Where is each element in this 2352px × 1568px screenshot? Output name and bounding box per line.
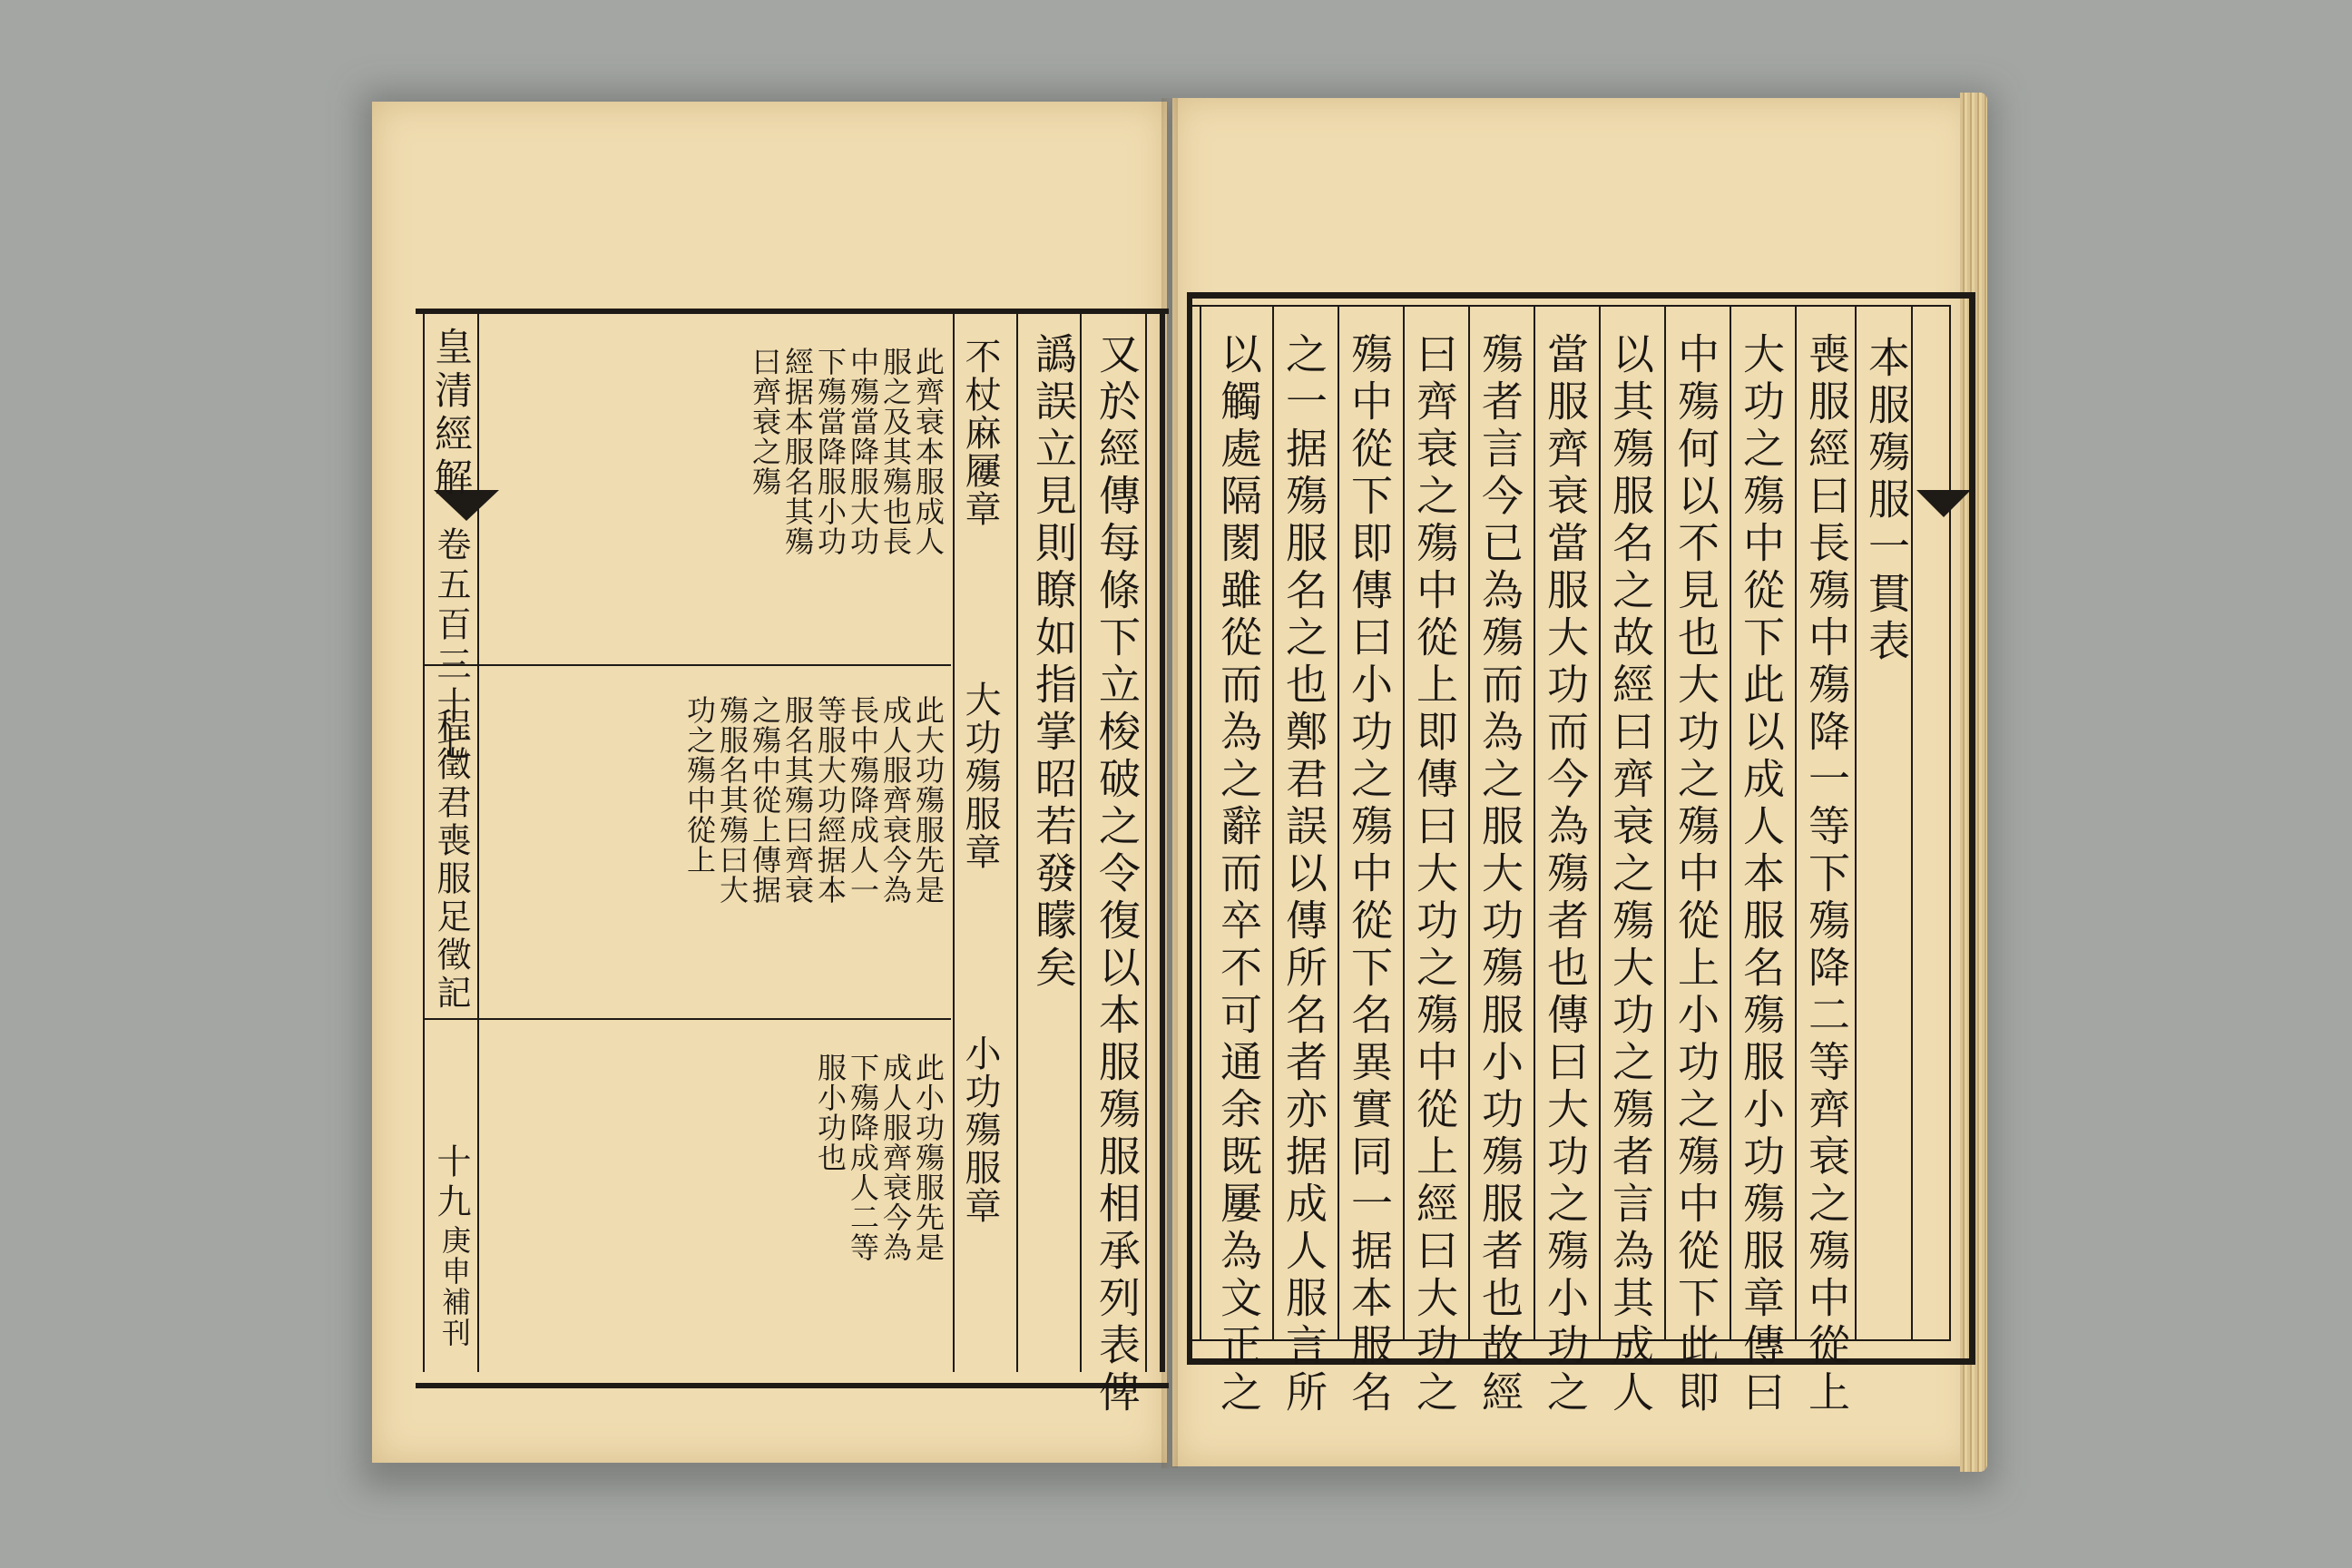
table-title: 本服殤服一貫表 [1862, 336, 1911, 666]
section-2-note-3: 長中殤降成人一 [846, 695, 880, 905]
left-section-rule-2 [423, 1018, 951, 1020]
right-spine-rule [1911, 305, 1913, 1339]
text-column-2: 大功之殤中從下此以成人本服名殤服小功殤服章傳曰 [1737, 332, 1786, 1417]
text-column-8: 殤中從下即傳曰小功之殤中從下名異實同一据本服名 [1345, 332, 1394, 1417]
left-section-rule-1 [423, 664, 951, 666]
section-3-note-4: 服小功也 [813, 1053, 848, 1172]
left-table-rule [953, 314, 955, 1372]
spine-volume: 卷五百三十七 [431, 526, 471, 766]
section-heading-2: 大功殤服章 [959, 681, 1001, 871]
preface-column-1: 又於經傳每條下立梭破之令復以本服殤服相承列表俾 [1093, 332, 1142, 1417]
section-2-note-4: 等服大功經据本 [813, 695, 848, 905]
section-3-note-1: 此小功殤服先是 [911, 1053, 946, 1262]
right-col-rule-4 [1468, 305, 1470, 1339]
right-col-rule-9 [1795, 305, 1797, 1339]
section-1-note-6: 曰齊衰之殤 [748, 347, 782, 496]
section-2-note-2: 成人服齊衰今為 [878, 695, 913, 905]
left-col-rule-2 [1016, 314, 1018, 1372]
text-column-1: 喪服經曰長殤中殤降一等下殤降二等齊衰之殤中從上 [1802, 332, 1851, 1417]
text-column-3: 中殤何以不見也大功之殤中從上小功之殤中從下此即 [1671, 332, 1720, 1417]
section-1-note-2: 服之及其殤也長 [878, 347, 913, 556]
section-2-note-5: 服名其殤曰齊衰 [780, 695, 815, 905]
text-column-6: 殤者言今已為殤而為之服大功殤服小功殤服者也故經 [1475, 332, 1524, 1417]
right-col-rule-3 [1403, 305, 1405, 1339]
left-margin-rule [423, 314, 425, 1372]
spine-work: 程徵君喪服足徵記 [431, 708, 471, 1013]
section-2-note-1: 此大功殤服先是 [911, 695, 946, 905]
text-column-7: 曰齊衰之殤中從上即傳曰大功之殤中從上經曰大功之 [1410, 332, 1459, 1417]
text-column-9: 之一据殤服名之也鄭君誤以傳所名者亦据成人服言所 [1279, 332, 1328, 1417]
section-2-note-7: 殤服名其殤曰大 [715, 695, 750, 905]
section-heading-3: 小功殤服章 [959, 1034, 1001, 1225]
spine-folio: 十九 [431, 1143, 471, 1223]
fishtail-mark-right [1916, 490, 1971, 517]
left-col-rule-1 [1080, 314, 1082, 1372]
right-col-rule-2 [1338, 305, 1339, 1339]
section-3-note-3: 下殤降成人二等 [846, 1053, 880, 1262]
left-frame-right-border [1160, 314, 1165, 1372]
right-col-rule-10 [1855, 305, 1857, 1339]
spine-edition: 庚申補刊 [437, 1225, 472, 1348]
section-2-note-6: 之殤中從上傳据 [748, 695, 782, 905]
section-2-note-8: 功之殤中從上 [682, 695, 717, 875]
spine-title: 皇清經解 [429, 327, 474, 501]
right-col-rule-5 [1534, 305, 1535, 1339]
left-spine-rule [477, 314, 479, 1372]
right-col-rule-1 [1272, 305, 1274, 1339]
right-col-rule-6 [1599, 305, 1601, 1339]
section-heading-1: 不杖麻屨章 [959, 338, 1001, 528]
text-column-5: 當服齊衰當服大功而今為殤者也傳曰大功之殤小功之 [1541, 332, 1590, 1417]
text-column-10: 以觸處隔閡雖從而為之辭而卒不可通余既屢為文正之 [1214, 332, 1263, 1417]
section-1-note-1: 此齊衰本服成人 [911, 347, 946, 556]
right-col-rule-8 [1730, 305, 1731, 1339]
right-col-rule-7 [1664, 305, 1666, 1339]
section-3-note-2: 成人服齊衰今為 [878, 1053, 913, 1262]
preface-column-2: 譌誤立見則瞭如指掌昭若發矇矣 [1029, 332, 1078, 993]
left-frame-inner-right [1145, 314, 1147, 1372]
section-1-note-4: 下殤當降服小功 [813, 347, 848, 556]
right-frame-left-border [1187, 292, 1192, 1358]
text-column-4: 以其殤服名之故經曰齊衰之殤大功之殤者言為其成人 [1606, 332, 1655, 1417]
section-1-note-5: 經据本服名其殤 [780, 347, 815, 556]
right-frame-left-inner [1200, 305, 1201, 1339]
section-1-note-3: 中殤當降服大功 [846, 347, 880, 556]
